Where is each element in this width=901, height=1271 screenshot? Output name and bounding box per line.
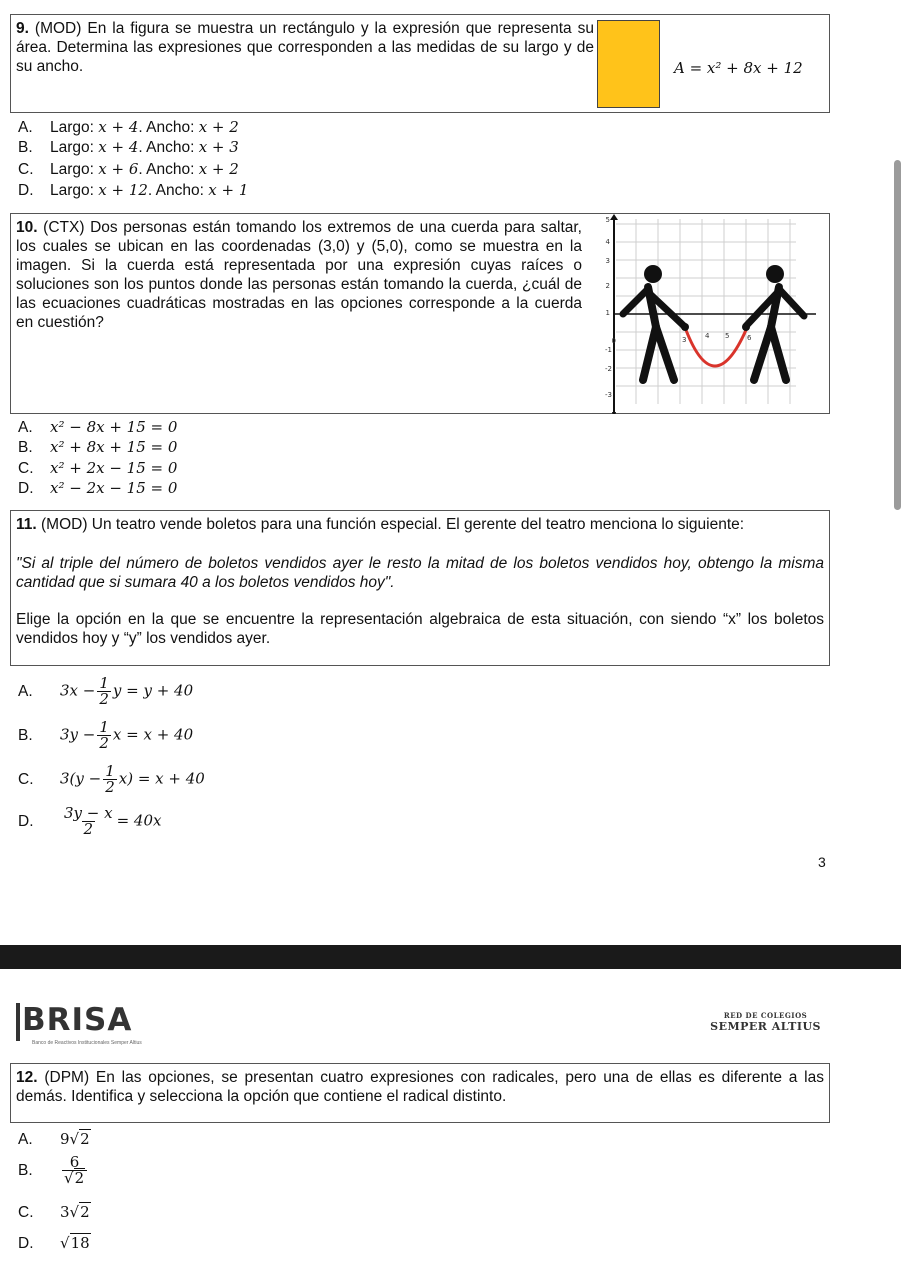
q10-person-left [623, 265, 689, 380]
q9-stem [16, 19, 594, 76]
q10-y-arrow-down [612, 412, 616, 414]
brisa-logo: BRISA [22, 1002, 133, 1038]
q11-option-a[interactable]: A. 3x − $\frac{1}{2}$ y = y + 40 [18, 674, 194, 708]
q9-text: (MOD) En la figura se muestra un rectángulo y la expresión que representa su área. Determina las expresiones que corresponden a las medidas de su largo y de su ancho. [16, 20, 594, 75]
q12-number: 12. [16, 1069, 38, 1086]
q10-ytick-m1: -1 [605, 346, 612, 354]
q9-option-d[interactable]: D. Largo: x + 12. Ancho: x + 1 [18, 181, 249, 199]
vertical-scrollbar[interactable] [894, 160, 901, 510]
q10-ytick-m3: -3 [605, 391, 612, 399]
q10-xtick-6: 6 [747, 334, 752, 342]
q10-ytick-3: 3 [605, 257, 610, 265]
q10-y-arrow-up [610, 214, 618, 220]
q10-ytick-0: 0 [611, 337, 616, 345]
q10-number: 10. [16, 219, 38, 236]
q11-instruction: Elige la opción en la que se encuentre la representación algebraica de esta situación, con siendo “x” los boletos vendidos hoy y “y” los vendidos ayer. [16, 611, 824, 647]
q9-area-expression: A = x² + 8x + 12 [674, 59, 803, 77]
q10-person-right [742, 265, 804, 380]
q10-stem [16, 218, 582, 332]
q9-option-c[interactable]: C. Largo: x + 6. Ancho: x + 2 [18, 160, 239, 178]
brisa-logo-subtitle: Banco de Reactivos Institucionales Semper Altius [32, 1040, 142, 1046]
q12-option-d[interactable]: D. √18 [18, 1234, 90, 1252]
page-number: 3 [818, 854, 826, 870]
q9-area-expr: x² + 8x + 12 [706, 59, 803, 77]
q12-option-c[interactable]: C. 3√2 [18, 1203, 90, 1221]
q10-xtick-4: 4 [705, 332, 710, 340]
q10-ytick-4: 4 [605, 238, 610, 246]
q10-option-b[interactable]: B. x² + 8x + 15 = 0 [18, 438, 178, 456]
q10-xtick-5: 5 [725, 332, 730, 340]
q11-number: 11. [16, 516, 37, 533]
q11-option-d[interactable]: D. $\frac{3y - x}{2}$ = 40x [18, 804, 162, 838]
q10-option-d[interactable]: D. x² − 2x − 15 = 0 [18, 479, 178, 497]
q10-graph [586, 214, 816, 414]
brisa-logo-bar [16, 1003, 20, 1041]
q9-number: 9. [16, 20, 29, 37]
q9-rectangle [597, 20, 660, 108]
q10-rope [686, 330, 746, 366]
q11-option-c[interactable]: C. 3(y − $\frac{1}{2}$ x) = x + 40 [18, 762, 205, 796]
q10-ytick-2: 2 [605, 282, 610, 290]
q9-option-b[interactable]: B. Largo: x + 4. Ancho: x + 3 [18, 138, 239, 156]
q11-quote: "Si al triple del número de boletos vendidos ayer le resto la mitad de los boletos vendidos hoy, obtengo la misma cantidad que si sumara 40 a los boletos vendidos hoy". [16, 555, 824, 591]
q10-ytick-1: 1 [605, 309, 610, 317]
page-break-band [0, 945, 901, 969]
q12-stem: 12. (DPM) En las opciones, se presentan cuatro expresiones con radicales, pero una de ellas es diferente a las demás. Identifica y selecciona la opción que contiene el radical distinto. [16, 1069, 824, 1105]
q10-option-a[interactable]: A. x² − 8x + 15 = 0 [18, 418, 178, 436]
q10-option-c[interactable]: C. x² + 2x − 15 = 0 [18, 459, 178, 477]
q9-option-a[interactable]: A. Largo: x + 4. Ancho: x + 2 [18, 118, 239, 136]
q10-text: (CTX) Dos personas están tomando los extremos de una cuerda para saltar, los cuales se ubican en las coordenadas (3,0) y (5,0), como se muestra en la imagen. Si la cuerda está representada por una expresión cuyas raíces o soluciones son los puntos donde las personas están tomando la cuerda, ¿cuál de las ecuaciones cuadráticas mostradas en las opciones corresponde a la cuerda en cuestión? [16, 219, 582, 331]
q10-ytick-5: 5 [605, 216, 610, 224]
q12-option-a[interactable]: A. 9√2 [18, 1130, 90, 1148]
q9-area-label: A [674, 59, 685, 77]
semper-altius-brand: RED DE COLEGIOS SEMPER ALTIUS [710, 1011, 821, 1033]
q11-intro: 11. (MOD) Un teatro vende boletos para una función especial. El gerente del teatro menciona lo siguiente: [16, 516, 745, 533]
q10-ytick-m2: -2 [605, 365, 612, 373]
q11-option-b[interactable]: B. 3y − $\frac{1}{2}$ x = x + 40 [18, 718, 194, 752]
q12-option-b[interactable]: B. $\frac{6}{√2}$ [18, 1155, 89, 1186]
q10-xtick-3: 3 [682, 336, 687, 344]
